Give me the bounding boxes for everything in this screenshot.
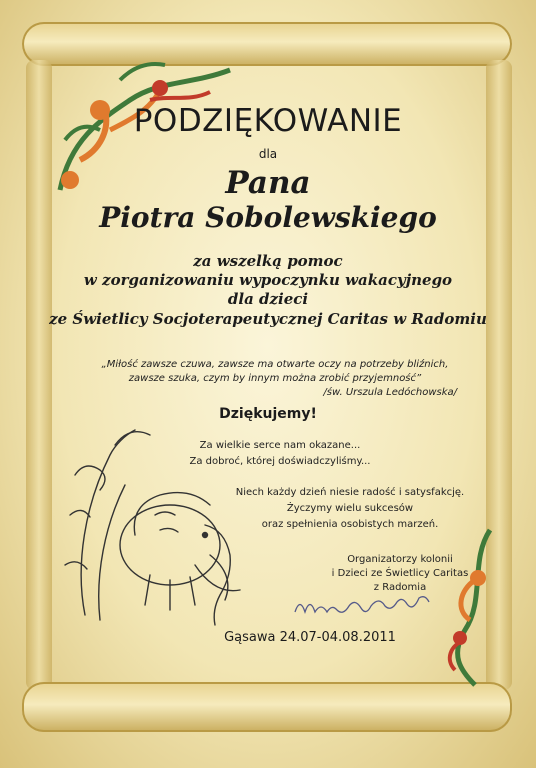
quote-author: /św. Urszula Ledóchowska/ [323, 387, 457, 398]
organizer-line: z Radomia [373, 582, 427, 593]
reason-line: ze Świetlicy Socjoterapeutycznej Caritas w Radomiu [49, 310, 487, 328]
thanks-heading: Dziękujemy! [219, 406, 317, 422]
quote-line: zawsze szuka, czym by innym można zrobić przyjemność” [128, 373, 422, 384]
reason-line: dla dzieci [227, 290, 309, 308]
wish-line: Za dobroć, której doświadczyliśmy... [189, 456, 371, 467]
organizer-line: Organizatorzy kolonii [347, 554, 453, 565]
certificate-title: PODZIĘKOWANIE [133, 103, 403, 139]
wish-line: Niech każdy dzień niesie radość i satysfakcję. [235, 487, 465, 498]
for-label: dla [258, 147, 278, 161]
wish-line: oraz spełnienia osobistych marzeń. [261, 519, 439, 530]
wishes-block-1 [150, 438, 410, 470]
wish-line: Życzymy wielu sukcesów [286, 503, 414, 514]
handwritten-signature [290, 592, 460, 622]
quote-block [85, 358, 465, 400]
date-place: Gąsawa 24.07-04.08.2011 [224, 630, 396, 645]
reason-line: w zorganizowaniu wypoczynku wakacyjnego [83, 271, 453, 289]
recipient-name: Piotra Sobolewskiego [99, 201, 437, 234]
wishes-block-2 [190, 485, 510, 533]
wish-line: Za wielkie serce nam okazane... [199, 440, 361, 451]
organizers-block [300, 553, 500, 595]
organizer-line: i Dzieci ze Świetlicy Caritas [331, 568, 469, 579]
reason-line: za wszelką pomoc [193, 252, 343, 270]
quote-line: „Miłość zawsze czuwa, zawsze ma otwarte oczy na potrzeby bliźnich, [101, 359, 449, 370]
salutation: Pana [225, 165, 311, 201]
